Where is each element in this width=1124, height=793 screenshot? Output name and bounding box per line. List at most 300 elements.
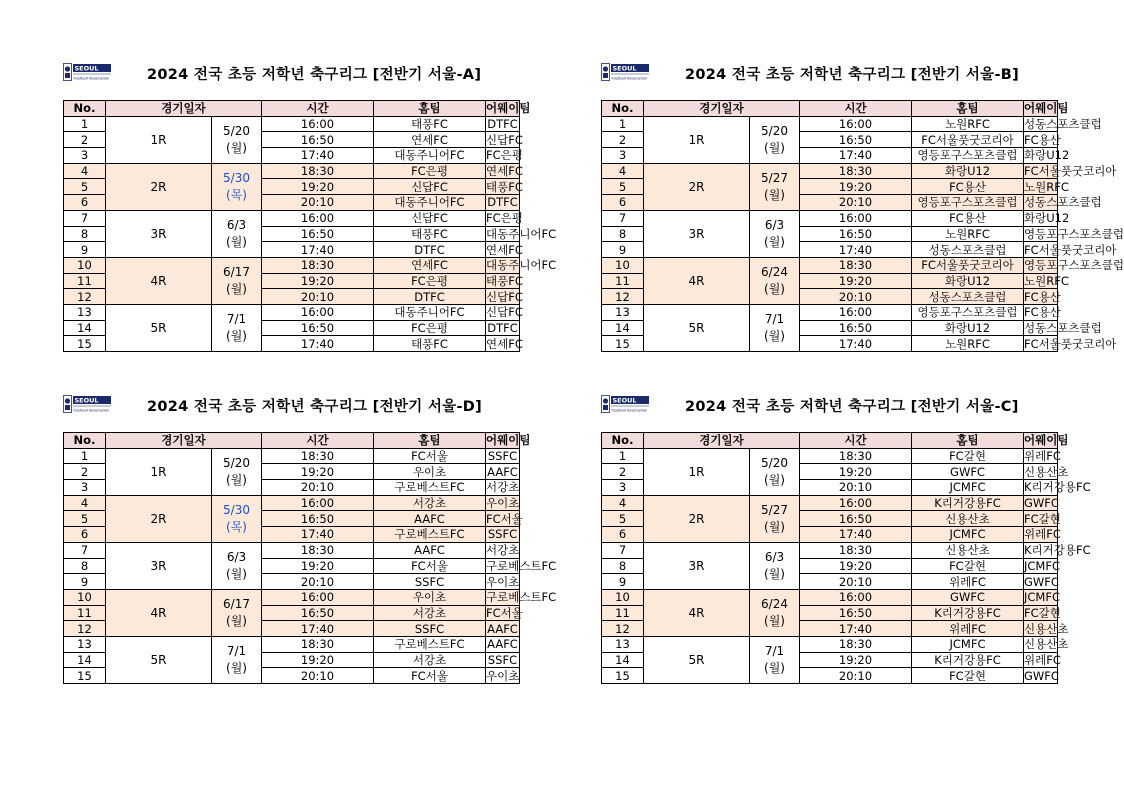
schedule-table <box>63 432 557 684</box>
away-team: 연세FC <box>486 164 523 179</box>
match-date: 6/3 <box>226 217 247 232</box>
match-time: 16:00 <box>262 495 374 511</box>
date-cell <box>750 636 800 683</box>
home-team: 성동스포츠클럽 <box>912 242 1024 258</box>
away-team: 서강초 <box>486 543 520 558</box>
away-team: FC용산 <box>1024 305 1061 320</box>
match-time: 16:50 <box>262 320 374 336</box>
away-team: FC서울풋굿코리아 <box>1024 336 1117 351</box>
match-row <box>602 589 1058 605</box>
match-time: 16:50 <box>800 605 912 621</box>
match-number: 14 <box>602 652 644 668</box>
date-cell <box>212 495 262 542</box>
match-time: 16:50 <box>262 132 374 148</box>
away-team: 노원RFC <box>1024 273 1069 288</box>
schedule-header <box>63 62 519 100</box>
match-number: 13 <box>64 636 106 652</box>
match-time: 16:00 <box>800 304 912 320</box>
date-cell <box>212 636 262 683</box>
home-team: 태풍FC <box>374 226 486 242</box>
match-time: 18:30 <box>262 448 374 464</box>
match-number: 11 <box>602 605 644 621</box>
round-cell: 3R <box>106 210 212 257</box>
match-date: 5/20 <box>761 455 788 470</box>
seoul-fa-logo-icon <box>601 395 649 413</box>
match-weekday: (월) <box>226 660 247 675</box>
home-team: FC갈현 <box>912 668 1024 684</box>
match-time: 16:50 <box>262 511 374 527</box>
match-number: 9 <box>64 242 106 258</box>
match-number: 12 <box>602 621 644 637</box>
match-weekday: (월) <box>764 281 785 296</box>
match-row <box>602 304 1058 320</box>
match-number: 10 <box>602 589 644 605</box>
match-number: 4 <box>64 163 106 179</box>
home-team: 연세FC <box>374 257 486 273</box>
match-number: 1 <box>64 116 106 132</box>
match-row <box>64 495 520 511</box>
round-cell: 5R <box>106 304 212 351</box>
seoul-fa-logo-icon <box>601 63 649 81</box>
match-weekday: (목) <box>226 187 247 202</box>
column-header-time: 시간 <box>800 433 912 449</box>
match-time: 17:40 <box>262 621 374 637</box>
match-row <box>602 116 1058 132</box>
match-time: 19:20 <box>262 558 374 574</box>
match-time: 16:00 <box>262 304 374 320</box>
away-team: FC갈현 <box>1024 511 1061 526</box>
match-time: 19:20 <box>800 558 912 574</box>
header-row <box>64 433 520 449</box>
match-number: 1 <box>602 448 644 464</box>
match-number: 8 <box>602 226 644 242</box>
match-number: 15 <box>64 668 106 684</box>
round-cell: 2R <box>106 163 212 210</box>
match-time: 16:00 <box>262 210 374 226</box>
column-header-date: 경기일자 <box>644 101 800 117</box>
away-team: 태풍FC <box>486 273 523 288</box>
match-time: 16:00 <box>800 495 912 511</box>
match-date: 6/17 <box>223 264 250 279</box>
match-date: 5/27 <box>761 502 788 517</box>
match-weekday: (월) <box>764 519 785 534</box>
match-time: 19:20 <box>800 179 912 195</box>
match-date: 6/3 <box>226 549 247 564</box>
match-number: 7 <box>64 542 106 558</box>
match-date: 7/1 <box>764 643 785 658</box>
round-cell: 3R <box>106 542 212 589</box>
match-number: 1 <box>602 116 644 132</box>
away-team: GWFC <box>1024 668 1059 683</box>
column-header-home: 홈팀 <box>374 433 486 449</box>
away-team: DTFC <box>487 320 518 335</box>
column-header-time: 시간 <box>262 433 374 449</box>
away-team: DTFC <box>487 117 518 132</box>
match-number: 12 <box>64 289 106 305</box>
away-team: FC서울 <box>486 605 523 620</box>
away-team: K리거강용FC <box>1024 480 1091 495</box>
match-time: 16:50 <box>800 132 912 148</box>
match-time: 17:40 <box>262 336 374 352</box>
home-team: 위레FC <box>912 574 1024 590</box>
round-cell: 2R <box>644 163 750 210</box>
schedule-table <box>63 100 557 352</box>
match-weekday: (월) <box>226 140 247 155</box>
away-team: 신용산초 <box>1024 637 1069 652</box>
home-team: FC용산 <box>912 210 1024 226</box>
match-number: 6 <box>602 527 644 543</box>
away-team: AAFC <box>487 637 518 652</box>
match-date: 6/17 <box>223 596 250 611</box>
match-time: 16:00 <box>800 116 912 132</box>
svg-text:SEOUL: SEOUL <box>74 396 99 405</box>
match-number: 15 <box>602 668 644 684</box>
home-team: 태풍FC <box>374 336 486 352</box>
match-weekday: (월) <box>226 566 247 581</box>
away-team: K리거강용FC <box>1024 543 1091 558</box>
round-cell: 2R <box>644 495 750 542</box>
away-team: 우이초 <box>486 668 520 683</box>
match-time: 17:40 <box>800 148 912 164</box>
match-number: 7 <box>64 210 106 226</box>
date-cell <box>750 116 800 163</box>
away-team: FC은평 <box>486 211 523 226</box>
match-time: 18:30 <box>262 542 374 558</box>
schedule-title: 2024 전국 초등 저학년 축구리그 [전반기 서울-D] <box>147 399 483 415</box>
home-team: DTFC <box>374 242 486 258</box>
date-cell <box>750 542 800 589</box>
match-time: 16:00 <box>262 589 374 605</box>
away-team: 위레FC <box>1024 449 1061 464</box>
away-team: 신답FC <box>486 132 523 147</box>
date-cell <box>750 257 800 304</box>
date-cell <box>750 448 800 495</box>
match-date: 5/20 <box>223 123 250 138</box>
home-team: FC용산 <box>912 179 1024 195</box>
match-number: 14 <box>602 320 644 336</box>
date-cell <box>212 304 262 351</box>
home-team: FC은평 <box>374 273 486 289</box>
match-number: 10 <box>64 589 106 605</box>
match-number: 7 <box>602 210 644 226</box>
match-number: 9 <box>602 574 644 590</box>
date-cell <box>212 257 262 304</box>
header-row <box>602 433 1058 449</box>
match-time: 19:20 <box>800 652 912 668</box>
away-team: AAFC <box>487 621 518 636</box>
home-team: FC은평 <box>374 320 486 336</box>
schedule-block <box>63 62 557 352</box>
match-row <box>602 163 1058 179</box>
home-team: 구로베스트FC <box>374 480 486 496</box>
svg-text:Football Association: Football Association <box>73 76 110 81</box>
match-date: 6/3 <box>764 549 785 564</box>
match-time: 18:30 <box>800 636 912 652</box>
match-time: 17:40 <box>800 336 912 352</box>
home-team: 구로베스트FC <box>374 527 486 543</box>
match-time: 20:10 <box>800 480 912 496</box>
match-time: 20:10 <box>800 195 912 211</box>
match-row <box>602 448 1058 464</box>
schedule-block <box>601 62 1124 352</box>
svg-text:SEOUL: SEOUL <box>612 64 637 73</box>
match-time: 18:30 <box>800 448 912 464</box>
away-team: 신답FC <box>486 289 523 304</box>
match-number: 13 <box>64 304 106 320</box>
match-number: 15 <box>602 336 644 352</box>
away-team: FC서울 <box>486 511 523 526</box>
match-weekday: (목) <box>226 519 247 534</box>
home-team: AAFC <box>374 511 486 527</box>
match-time: 20:10 <box>800 289 912 305</box>
round-cell: 4R <box>106 589 212 636</box>
away-team: 성동스포츠클럽 <box>1024 117 1102 132</box>
match-time: 20:10 <box>262 480 374 496</box>
header-row <box>64 101 520 117</box>
schedule-block <box>601 394 1091 684</box>
match-number: 5 <box>64 179 106 195</box>
match-number: 6 <box>64 195 106 211</box>
match-row <box>602 636 1058 652</box>
away-team: 대동주니어FC <box>486 226 557 241</box>
round-cell: 1R <box>644 116 750 163</box>
home-team: 신답FC <box>374 179 486 195</box>
match-time: 18:30 <box>800 257 912 273</box>
round-cell: 3R <box>644 210 750 257</box>
match-row <box>64 304 520 320</box>
schedule-title: 2024 전국 초등 저학년 축구리그 [전반기 서울-C] <box>685 399 1019 415</box>
match-number: 8 <box>602 558 644 574</box>
away-team: FC용산 <box>1024 132 1061 147</box>
match-row <box>64 542 520 558</box>
match-number: 12 <box>64 621 106 637</box>
match-time: 20:10 <box>262 668 374 684</box>
home-team: 신용산초 <box>912 511 1024 527</box>
date-cell <box>212 116 262 163</box>
match-time: 17:40 <box>800 242 912 258</box>
match-row <box>64 636 520 652</box>
away-team: 위레FC <box>1024 652 1061 667</box>
match-time: 20:10 <box>262 289 374 305</box>
match-row <box>602 542 1058 558</box>
match-time: 19:20 <box>262 179 374 195</box>
schedule-table <box>601 100 1124 352</box>
date-cell <box>212 542 262 589</box>
away-team: 노원RFC <box>1024 179 1069 194</box>
match-number: 9 <box>602 242 644 258</box>
away-team: GWFC <box>1024 496 1059 511</box>
match-number: 11 <box>64 273 106 289</box>
column-header-time: 시간 <box>262 101 374 117</box>
svg-text:SEOUL: SEOUL <box>74 64 99 73</box>
match-weekday: (월) <box>226 234 247 249</box>
date-cell <box>212 210 262 257</box>
away-team: 서강초 <box>486 480 520 495</box>
match-date: 7/1 <box>226 643 247 658</box>
column-header-date: 경기일자 <box>106 101 262 117</box>
round-cell: 5R <box>644 304 750 351</box>
home-team: 우이초 <box>374 589 486 605</box>
match-time: 16:00 <box>800 210 912 226</box>
home-team: FC서울 <box>374 668 486 684</box>
column-header-home: 홈팀 <box>912 101 1024 117</box>
match-weekday: (월) <box>764 328 785 343</box>
away-team: 대동주니어FC <box>486 258 557 273</box>
match-time: 16:50 <box>262 605 374 621</box>
match-time: 18:30 <box>262 163 374 179</box>
match-number: 9 <box>64 574 106 590</box>
match-number: 2 <box>602 464 644 480</box>
match-date: 7/1 <box>764 311 785 326</box>
match-number: 2 <box>64 464 106 480</box>
date-cell <box>212 163 262 210</box>
home-team: 신용산초 <box>912 542 1024 558</box>
home-team: 연세FC <box>374 132 486 148</box>
match-row <box>64 448 520 464</box>
match-weekday: (월) <box>764 660 785 675</box>
column-header-no: No. <box>602 101 644 117</box>
date-cell <box>750 304 800 351</box>
match-row <box>602 495 1058 511</box>
column-header-no: No. <box>64 433 106 449</box>
schedule-title: 2024 전국 초등 저학년 축구리그 [전반기 서울-A] <box>147 67 482 83</box>
away-team: SSFC <box>486 448 520 464</box>
home-team: 노원RFC <box>912 336 1024 352</box>
home-team: 영등포구스포츠클럽 <box>912 304 1024 320</box>
svg-text:Football Association: Football Association <box>611 408 648 413</box>
match-number: 2 <box>602 132 644 148</box>
match-date: 5/20 <box>761 123 788 138</box>
round-cell: 5R <box>644 636 750 683</box>
home-team: 대동주니어FC <box>374 195 486 211</box>
match-row <box>64 257 520 273</box>
away-team: 태풍FC <box>486 179 523 194</box>
away-team: FC은평 <box>486 148 523 163</box>
away-team: 신답FC <box>486 305 523 320</box>
schedule-title: 2024 전국 초등 저학년 축구리그 [전반기 서울-B] <box>685 67 1020 83</box>
home-team: GWFC <box>912 464 1024 480</box>
match-date: 7/1 <box>226 311 247 326</box>
match-date: 5/20 <box>223 455 250 470</box>
home-team: 영등포구스포츠클럽 <box>912 195 1024 211</box>
match-time: 20:10 <box>262 195 374 211</box>
match-time: 19:20 <box>262 652 374 668</box>
match-number: 7 <box>602 542 644 558</box>
match-date: 6/24 <box>761 264 788 279</box>
round-cell: 3R <box>644 542 750 589</box>
match-number: 1 <box>64 448 106 464</box>
home-team: JCMFC <box>912 636 1024 652</box>
round-cell: 1R <box>644 448 750 495</box>
match-time: 17:40 <box>262 148 374 164</box>
column-header-no: No. <box>64 101 106 117</box>
match-time: 16:50 <box>800 320 912 336</box>
match-date: 5/30 <box>223 170 250 185</box>
home-team: 화랑U12 <box>912 273 1024 289</box>
match-number: 13 <box>602 304 644 320</box>
schedule-header <box>601 62 1057 100</box>
match-number: 3 <box>64 480 106 496</box>
match-number: 10 <box>64 257 106 273</box>
match-time: 20:10 <box>800 668 912 684</box>
home-team: JCMFC <box>912 480 1024 496</box>
away-team: GWFC <box>1024 574 1059 589</box>
home-team: 구로베스트FC <box>374 636 486 652</box>
home-team: 화랑U12 <box>912 163 1024 179</box>
home-team: 노원RFC <box>912 226 1024 242</box>
match-weekday: (월) <box>764 234 785 249</box>
away-team: 화랑U12 <box>1024 148 1070 163</box>
match-number: 4 <box>602 495 644 511</box>
away-team: 신용산초 <box>1024 621 1069 636</box>
date-cell <box>750 210 800 257</box>
match-weekday: (월) <box>764 187 785 202</box>
match-weekday: (월) <box>226 328 247 343</box>
match-number: 5 <box>64 511 106 527</box>
column-header-home: 홈팀 <box>374 101 486 117</box>
match-number: 5 <box>602 179 644 195</box>
away-team: FC갈현 <box>1024 605 1061 620</box>
home-team: K리거강용FC <box>912 605 1024 621</box>
match-number: 3 <box>602 148 644 164</box>
away-team: AAFC <box>487 464 518 479</box>
match-number: 15 <box>64 336 106 352</box>
svg-text:SEOUL: SEOUL <box>612 396 637 405</box>
home-team: 화랑U12 <box>912 320 1024 336</box>
round-cell: 4R <box>106 257 212 304</box>
schedule-header <box>601 394 1057 432</box>
match-number: 3 <box>602 480 644 496</box>
match-time: 16:00 <box>800 589 912 605</box>
match-number: 11 <box>602 273 644 289</box>
home-team: K리거강용FC <box>912 495 1024 511</box>
away-team: JCMFC <box>1024 558 1060 573</box>
away-team: SSFC <box>486 527 520 543</box>
home-team: DTFC <box>374 289 486 305</box>
match-row <box>64 163 520 179</box>
match-weekday: (월) <box>226 281 247 296</box>
home-team: AAFC <box>374 542 486 558</box>
home-team: FC서울 <box>374 448 486 464</box>
home-team: FC갈현 <box>912 448 1024 464</box>
home-team: FC은평 <box>374 163 486 179</box>
match-weekday: (월) <box>764 613 785 628</box>
match-number: 8 <box>64 226 106 242</box>
match-time: 16:50 <box>262 226 374 242</box>
away-team: 연세FC <box>486 242 523 257</box>
match-time: 20:10 <box>262 574 374 590</box>
date-cell <box>750 163 800 210</box>
svg-text:Football Association: Football Association <box>611 76 648 81</box>
home-team: FC서울풋굿코리아 <box>912 132 1024 148</box>
match-time: 18:30 <box>800 542 912 558</box>
date-cell <box>212 589 262 636</box>
home-team: 대동주니어FC <box>374 148 486 164</box>
schedule-block <box>63 394 557 684</box>
match-time: 17:40 <box>800 527 912 543</box>
svg-text:Football Association: Football Association <box>73 408 110 413</box>
round-cell: 4R <box>644 257 750 304</box>
away-team: 화랑U12 <box>1024 211 1070 226</box>
match-row <box>64 210 520 226</box>
match-time: 18:30 <box>262 636 374 652</box>
away-team: SSFC <box>486 652 520 668</box>
column-header-time: 시간 <box>800 101 912 117</box>
match-number: 14 <box>64 320 106 336</box>
match-number: 13 <box>602 636 644 652</box>
home-team: 위레FC <box>912 621 1024 637</box>
match-number: 8 <box>64 558 106 574</box>
